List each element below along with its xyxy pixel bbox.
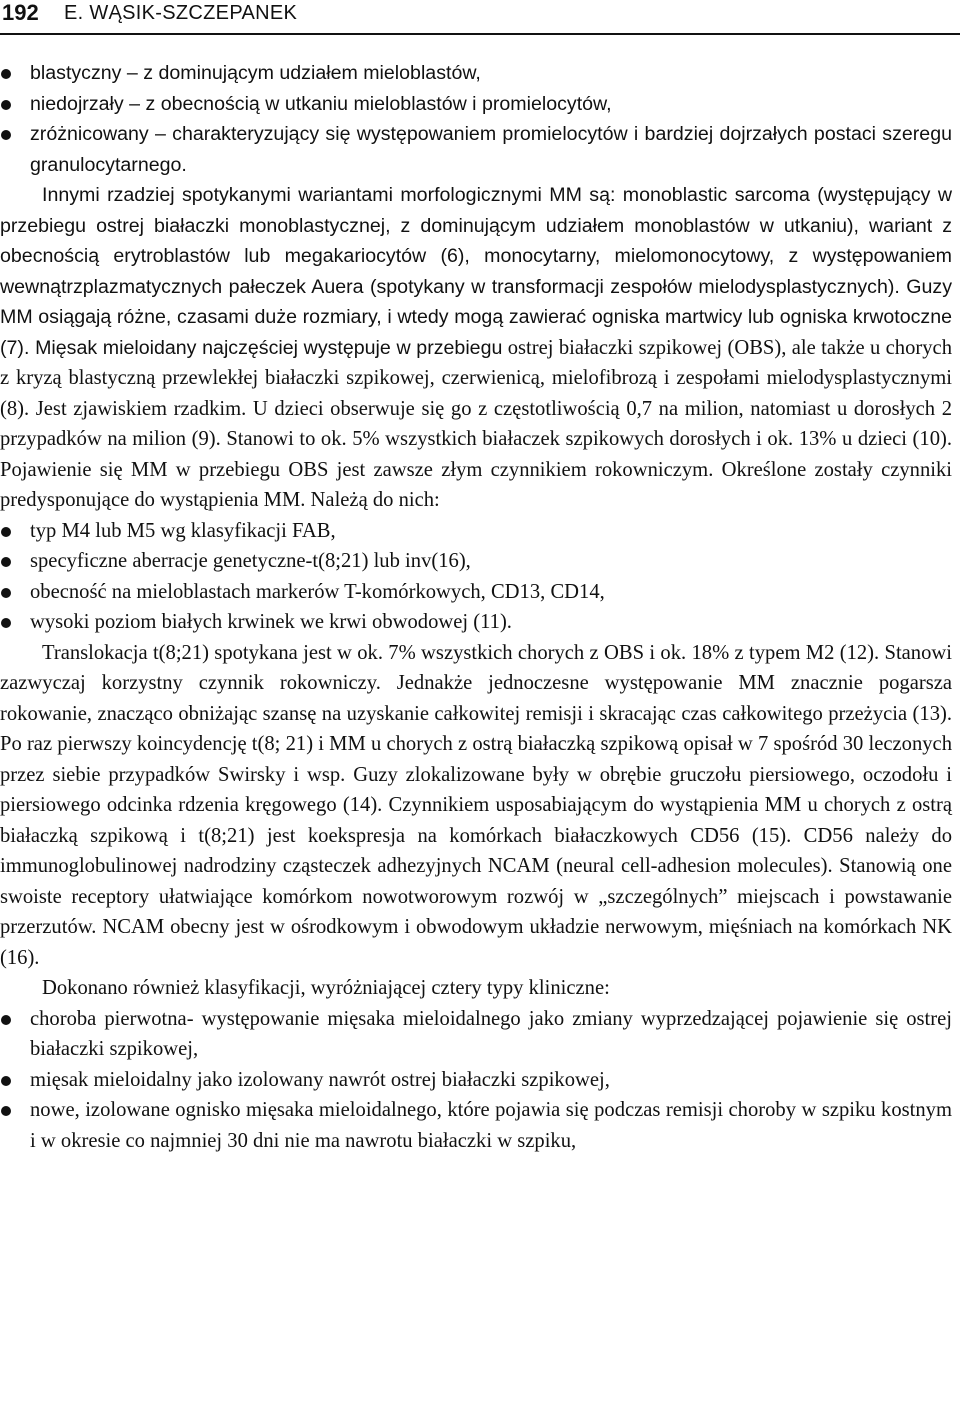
predisposing-factors-list [0, 516, 952, 638]
page-header [0, 0, 960, 36]
list-item: typ M4 lub M5 wg klasyfikacji FAB, [0, 516, 952, 547]
body-text [0, 58, 952, 1156]
list-item: obecność na mieloblastach markerów T-komórkowych, CD13, CD14, [0, 577, 952, 608]
subtype-list [0, 58, 952, 180]
paragraph-morphology-serif: ostrej białaczki szpikowej (OBS), ale także u chorych z kryzą blastyczną przewlekłej białaczki szpikowej, czerwienicą, mielofibrozą i zespołami mielodysplastycznymi (8). Jest zjawiskiem rzadkim. U dzieci obserwuje się go z częstotliwością 0,7 na milion, natomiast u dorosłych 2 przypadków na milion (9). Stanowi to ok. 5% wszystkich białaczek szpikowych dorosłych i ok. 13% u dzieci (10). Pojawienie się MM w przebiegu OBS jest zawsze złym czynnikiem rokowniczym. Określone zostały czynniki predysponujące do wystąpienia MM. Należą do nich: [0, 336, 952, 511]
page-number: 192 [2, 0, 39, 25]
list-item: choroba pierwotna- występowanie mięsaka mieloidalnego jako zmiany wyprzedzającej pojawienie się ostrej białaczki szpikowej, [0, 1004, 952, 1065]
header-rule [0, 33, 960, 35]
list-item: specyficzne aberracje genetyczne-t(8;21) lub inv(16), [0, 546, 952, 577]
paragraph-translocation: Translokacja t(8;21) spotykana jest w ok. 7% wszystkich chorych z OBS i ok. 18% z typem M2 (12). Stanowi zazwyczaj korzystny czynnik rokowniczy. Jednakże jednoczesne występowanie MM znacznie pogarsza rokowanie, znacząco obniżając szansę na uzyskanie całkowitej remisji i skracając czas całkowitego przeżycia (13). Po raz pierwszy koincydencję t(8; 21) i MM u chorych z ostrą białaczką szpikową opisał w 7 spośród 30 leczonych przez siebie przypadków Swirsky i wsp. Guzy zlokalizowane były w obrębie gruczołu piersiowego, oczodołu i piersiowego odcinka rdzenia kręgowego (14). Czynnikiem usposabiającym do wystąpienia MM u chorych z ostrą białaczką szpikową i t(8;21) jest koekspresja na komórkach białaczkowych CD56 (15). CD56 należy do immunoglobulinowej nadrodziny cząsteczek adhezyjnych NCAM (neural cell-adhesion molecules). Stanowią one swoiste receptory ułatwiające komórkom nowotworowym rozwój w „szczególnych” miejscach i powstawanie przerzutów. NCAM obecny jest w ośrodkowym i obwodowym układzie nerwowym, mięśniach na komórkach NK (16). [0, 641, 952, 969]
list-item: zróżnicowany – charakteryzujący się występowaniem promielocytów i bardziej dojrzałych postaci szeregu granulocytarnego. [0, 119, 952, 180]
list-item: niedojrzały – z obecnością w utkaniu mieloblastów i promielocytów, [0, 89, 952, 120]
paragraph-morphology-sans: Innymi rzadziej spotykanymi wariantami morfologicznymi MM są: monoblastic sarcoma (występujący w przebiegu ostrej białaczki monoblastycznej, z dominującym udziałem monoblastów w utkaniu), wariant z obecnością erytroblastów lub megakariocytów (6), monocytarny, mielomonocytowy, z występowaniem wewnątrzplazmatycznych pałeczek Auera (spotykany w transformacji zespołów mielodysplastycznych). Guzy MM osiągają różne, czasami duże rozmiary, i wtedy mogą zawierać ogniska martwicy lub ogniska krwotoczne (7). Mięsak mieloidany najczęściej występuje w przebiegu [0, 184, 952, 359]
list-item: nowe, izolowane ognisko mięsaka mieloidalnego, które pojawia się podczas remisji choroby w szpiku kostnym i w okresie co najmniej 30 dni nie ma nawrotu białaczki w szpiku, [0, 1095, 952, 1156]
running-head: E. WĄSIK-SZCZEPANEK [64, 2, 298, 24]
clinical-types-list [0, 1004, 952, 1157]
list-item: blastyczny – z dominującym udziałem mieloblastów, [0, 58, 952, 89]
list-item: wysoki poziom białych krwinek we krwi obwodowej (11). [0, 607, 952, 638]
paragraph-classification: Dokonano również klasyfikacji, wyróżniającej cztery typy kliniczne: [42, 977, 610, 999]
list-item: mięsak mieloidalny jako izolowany nawrót ostrej białaczki szpikowej, [0, 1065, 952, 1096]
paragraph-morphology [0, 180, 952, 516]
